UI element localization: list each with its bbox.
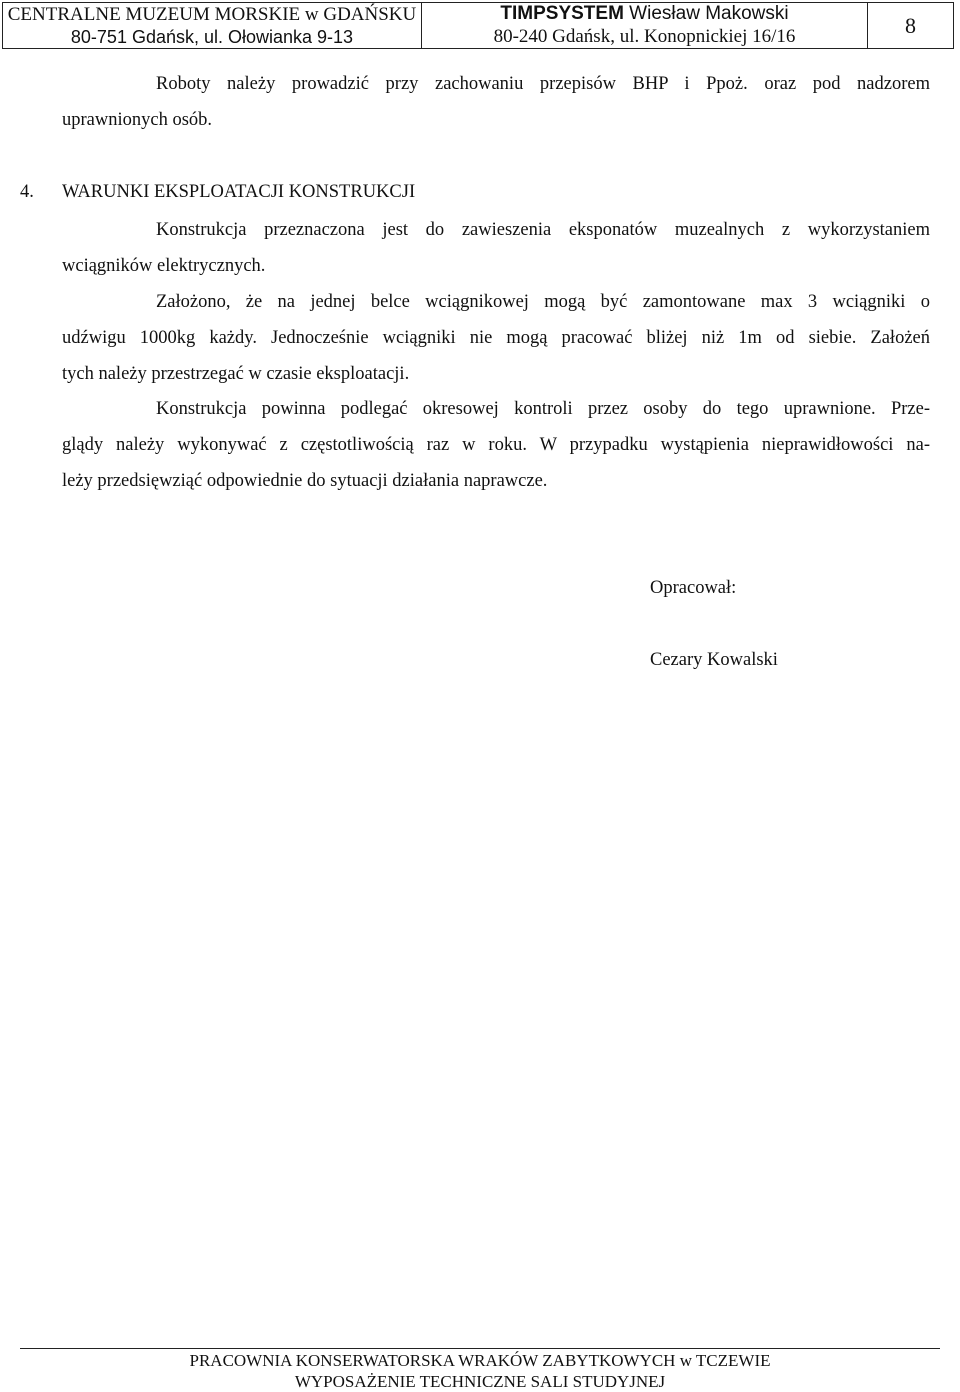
header-company-cell xyxy=(422,3,868,49)
header-page-cell xyxy=(868,3,954,49)
page-footer xyxy=(20,1350,940,1392)
page-number: 8 xyxy=(905,12,916,38)
header-client-name: CENTRALNE MUZEUM MORSKIE w GDAŃSKU xyxy=(7,3,417,25)
page-header xyxy=(2,2,954,49)
header-company-owner: Wiesław Makowski xyxy=(623,3,789,24)
paragraph-3-line-1: Założono, że na jednej belce wciągnikowej mogą być zamontowane max 3 wciągniki o xyxy=(156,292,930,312)
paragraph-3-line-3: tych należy przestrzegać w czasie eksploatacji. xyxy=(62,364,410,384)
paragraph-2-line-1: Konstrukcja przeznaczona jest do zawieszenia eksponatów muzealnych z wykorzystaniem xyxy=(156,220,930,240)
paragraph-4-line-3: leży przedsięwziąć odpowiednie do sytuacji działania naprawcze. xyxy=(62,471,548,491)
paragraph-4-line-1: Konstrukcja powinna podlegać okresowej kontroli przez osoby do tego uprawnione. Prze- xyxy=(156,399,930,419)
paragraph-2-line-2: wciągników elektrycznych. xyxy=(62,256,266,276)
paragraph-4-line-2: glądy należy wykonywać z częstotliwością raz w roku. W przypadku wystąpienia nieprawidłowości na- xyxy=(62,435,930,455)
header-client-cell xyxy=(3,3,422,49)
section-title: WARUNKI EKSPLOATACJI KONSTRUKCJI xyxy=(62,182,416,202)
signature-label: Opracował: xyxy=(650,578,737,598)
section-number: 4. xyxy=(20,182,34,202)
paragraph-3-line-2: udźwigu 1000kg każdy. Jednocześnie wciągniki nie mogą pracować bliżej niż 1m od siebie. Założeń xyxy=(62,328,930,348)
footer-line-2: WYPOSAŻENIE TECHNICZNE SALI STUDYJNEJ xyxy=(294,1372,666,1391)
paragraph-1-line-1: Roboty należy prowadzić przy zachowaniu przepisów BHP i Ppoż. oraz pod nadzorem xyxy=(156,74,930,94)
header-company-brand: TIMPSYSTEM xyxy=(500,3,624,24)
paragraph-1-line-2: uprawnionych osób. xyxy=(62,110,213,130)
signature-name: Cezary Kowalski xyxy=(650,650,778,670)
footer-line-1: PRACOWNIA KONSERWATORSKA WRAKÓW ZABYTKOWYCH w TCZEWIE xyxy=(189,1351,771,1370)
header-company-name xyxy=(422,3,867,26)
footer-divider xyxy=(20,1348,940,1349)
header-company-address: 80-240 Gdańsk, ul. Konopnickiej 16/16 xyxy=(493,26,796,47)
header-client-address: 80-751 Gdańsk, ul. Ołowianka 9-13 xyxy=(70,26,354,47)
